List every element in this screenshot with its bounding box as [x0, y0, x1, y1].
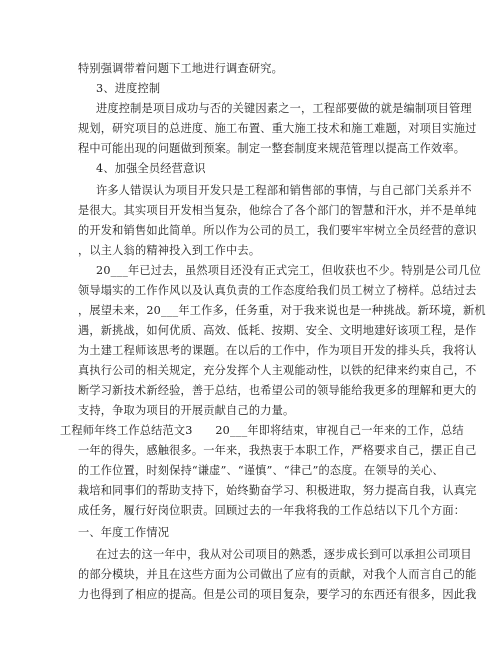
text-line: 许多人错误认为项目开发只是工程部和销售部的事情，与自己部门关系并不 — [96, 184, 472, 197]
text-line: 20___年已过去，虽然项目还没有正式完工，但收获也不少。特别是公司几位 — [96, 264, 482, 277]
text-line: 工程师年终工作总结范文3 20___年即将结束，审视自己一年来的工作，总结 — [60, 424, 464, 437]
text-line: 成任务，履行好岗位职责。回顾过去的一年我将我的工作总结以下几个方面： — [78, 504, 466, 517]
text-line: 真执行公司的相关规定，充分发挥个人主观能动性，以铁的纪律来约束自己，不 — [78, 364, 477, 377]
text-line: 支持，争取为项目的开展贡献自己的力量。 — [78, 404, 295, 417]
text-line: 一、年度工作情况 — [78, 526, 170, 539]
text-line: 4、加强全员经营意识 — [96, 162, 206, 175]
text-line: 领导塌实的工作作风以及认真负责的工作态度给我们员工树立了榜样。总结过去 — [78, 284, 477, 297]
text-line: 特别强调带着问题下工地进行调查研究。 — [78, 62, 283, 75]
text-line: 一年的得失，感触很多。一年来，我热衷于本职工作，严格要求自己，摆正自己 — [78, 444, 477, 457]
text-line: 规划，研究项目的总进度、施工布置、重大施工技术和施工难题，对项目实施过 — [78, 122, 477, 135]
text-line: 力也得到了相应的提高。但是公司的项目复杂，要学习的东西还有很多，因此我 — [78, 588, 477, 601]
text-line: 进度控制是项目成功与否的关键因素之一，工程部要做的就是编制项目管理 — [96, 102, 472, 115]
text-line: 栽培和同事们的帮助支持下，始终勤奋学习、积极进取，努力提高自我，认真完 — [78, 484, 477, 497]
text-line: ，展望未来，20___年工作多，任务重，对于我来说也是一种挑战。新环境，新机 — [78, 304, 486, 317]
text-line: ，以主人翁的精神投入到工作中去。 — [78, 244, 261, 257]
text-line: 的开发和销售如此简单。所以作为公司的员工，我们要牢牢树立全员经营的意识 — [78, 224, 477, 237]
text-line: 的部分模块，并且在这些方面为公司做出了应有的贡献，对我个人而言自己的能 — [78, 568, 477, 581]
text-line: 在过去的这一年中，我从对公司项目的熟悉，逐步成长到可以承担公司项目 — [96, 548, 472, 561]
text-line: 遇，新挑战，如何优质、高效、低耗、按期、安全、文明地建好该项工程，是作 — [78, 324, 477, 337]
text-line: 的工作位置，时刻保持“谦虚”、“谨慎”、“律己”的态度。在领导的关心、 — [78, 464, 444, 477]
text-line: 为土建工程师该思考的课题。在以后的工作中，作为项目开发的排头兵，我将认 — [78, 344, 477, 357]
text-line: 程中可能出现的问题做到预案。制定一整套制度来规范管理以提高工作效率。 — [78, 142, 466, 155]
text-line: 3、进度控制 — [96, 82, 161, 95]
text-line: 断学习新技术新经验，善于总结，也希望公司的领导能给我更多的理解和更大的 — [78, 384, 477, 397]
text-line: 是很大。其实项目开发相当复杂，他综合了各个部门的智慧和汗水，并不是单纯 — [78, 204, 477, 217]
